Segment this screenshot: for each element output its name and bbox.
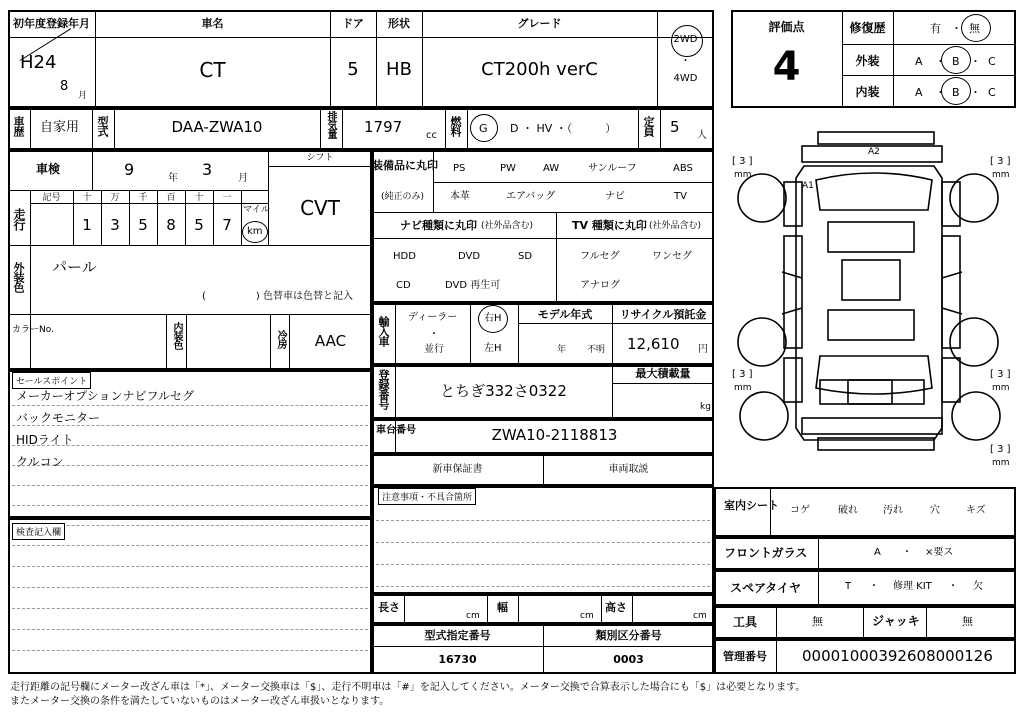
exterior-grade: B (952, 55, 960, 68)
navi-label: ナビ種類に丸印 (400, 219, 477, 232)
eval-score: 4 (772, 44, 801, 90)
car-damage-diagram (724, 118, 1020, 478)
inspection-label: 車検 (36, 162, 61, 176)
shift-value: CVT (300, 196, 340, 220)
odometer-digit: 7 (222, 216, 232, 234)
displacement-value: 1797 (364, 118, 403, 136)
odometer-digit: 8 (166, 216, 176, 234)
sales-point-line: バックモニター (16, 411, 101, 425)
dimensions-block (372, 594, 714, 624)
shape-label: 形状 (388, 17, 410, 30)
import-rh: 右H (484, 313, 502, 324)
odometer-unit-label: 十 (82, 193, 92, 203)
equipment-item: AW (543, 163, 560, 174)
eval-label: 評価点 (768, 20, 805, 34)
odometer-digit: 1 (82, 216, 92, 234)
odometer-unit-label: 百 (166, 193, 176, 203)
odometer-unit-label: 万 (110, 193, 120, 203)
odometer-unit-label: 一 (222, 193, 232, 203)
sales-point-line: メーカーオプションナビフルセグ (16, 389, 194, 403)
grade-label: グレード (517, 17, 562, 30)
management-number: 00001000392608000126 (802, 647, 993, 665)
interior-grade: B (952, 86, 960, 99)
footer-note-1: 走行距離の記号欄にメーター改ざん車は「*」、メーター交換車は「$」、走行不明車は「#」を記入してください。メーター交換で合算表示した場合にも「$」は必要となります。 (10, 682, 806, 693)
exterior-label: 外装 (855, 54, 880, 68)
reg-month-unit: 月 (78, 91, 88, 101)
equipment-item: サンルーフ (588, 163, 637, 174)
drive-2wd: 2WD (673, 34, 698, 45)
equipment-item: PW (500, 163, 516, 174)
footer-note-2: またメーター交換の条件を満たしていないものはメーター改ざん車扱いとなります。 (10, 696, 390, 707)
odometer-digit: 5 (194, 216, 204, 234)
odometer-digit: 3 (110, 216, 120, 234)
recycle-value: 12,610 (627, 335, 680, 353)
chassis-value: ZWA10-2118813 (491, 426, 618, 444)
grade-value: CT200h verC (481, 59, 598, 80)
ac-value: AAC (314, 332, 347, 350)
inspection-month: 3 (202, 160, 213, 179)
sales-point-line: HIDライト (16, 433, 74, 447)
model-value: DAA-ZWA10 (171, 118, 263, 136)
label-a1: A1 (802, 181, 814, 191)
reg-year-value: H24 (20, 52, 57, 73)
equipment-item: PS (453, 163, 466, 174)
car-name-label: 車名 (201, 17, 224, 30)
equipment-item: 本革 (450, 191, 470, 202)
sales-point-line: クルコン (16, 455, 64, 469)
use-value: 自家用 (40, 120, 80, 135)
equipment-item: TV (674, 191, 687, 202)
registration-value: とちぎ332さ0322 (440, 382, 567, 400)
inspection-year: 9 (124, 160, 135, 179)
door-label: ドア (342, 17, 364, 30)
drive-4wd: 4WD (673, 73, 698, 84)
interior-label: 内装 (855, 85, 880, 99)
reg-month-value: 8 (60, 79, 69, 94)
car-name-value: CT (199, 58, 226, 82)
repair-no: 無 (969, 22, 980, 35)
door-value: 5 (347, 59, 359, 80)
equipment-item: エアバッグ (506, 191, 556, 202)
repair-label: 修復歴 (849, 21, 886, 35)
label-a2: A2 (868, 147, 880, 157)
odometer-unit-km: km (247, 226, 263, 237)
reg-year-label: 初年度登録年月 (13, 17, 90, 30)
odometer-unit-label: 十 (194, 193, 204, 203)
class-number: 0003 (613, 653, 644, 666)
shape-value: HB (386, 59, 412, 80)
odometer-unit-label: 千 (138, 193, 148, 203)
type-number: 16730 (438, 653, 477, 666)
fuel-value: G (479, 122, 488, 135)
odometer-digit: 5 (138, 216, 148, 234)
tv-label: TV 種類に丸印 (572, 219, 647, 232)
equipment-item: ナビ (605, 191, 625, 202)
capacity-value: 5 (670, 118, 680, 136)
equipment-item: ABS (673, 163, 693, 174)
exterior-color-value: パール (52, 258, 97, 276)
